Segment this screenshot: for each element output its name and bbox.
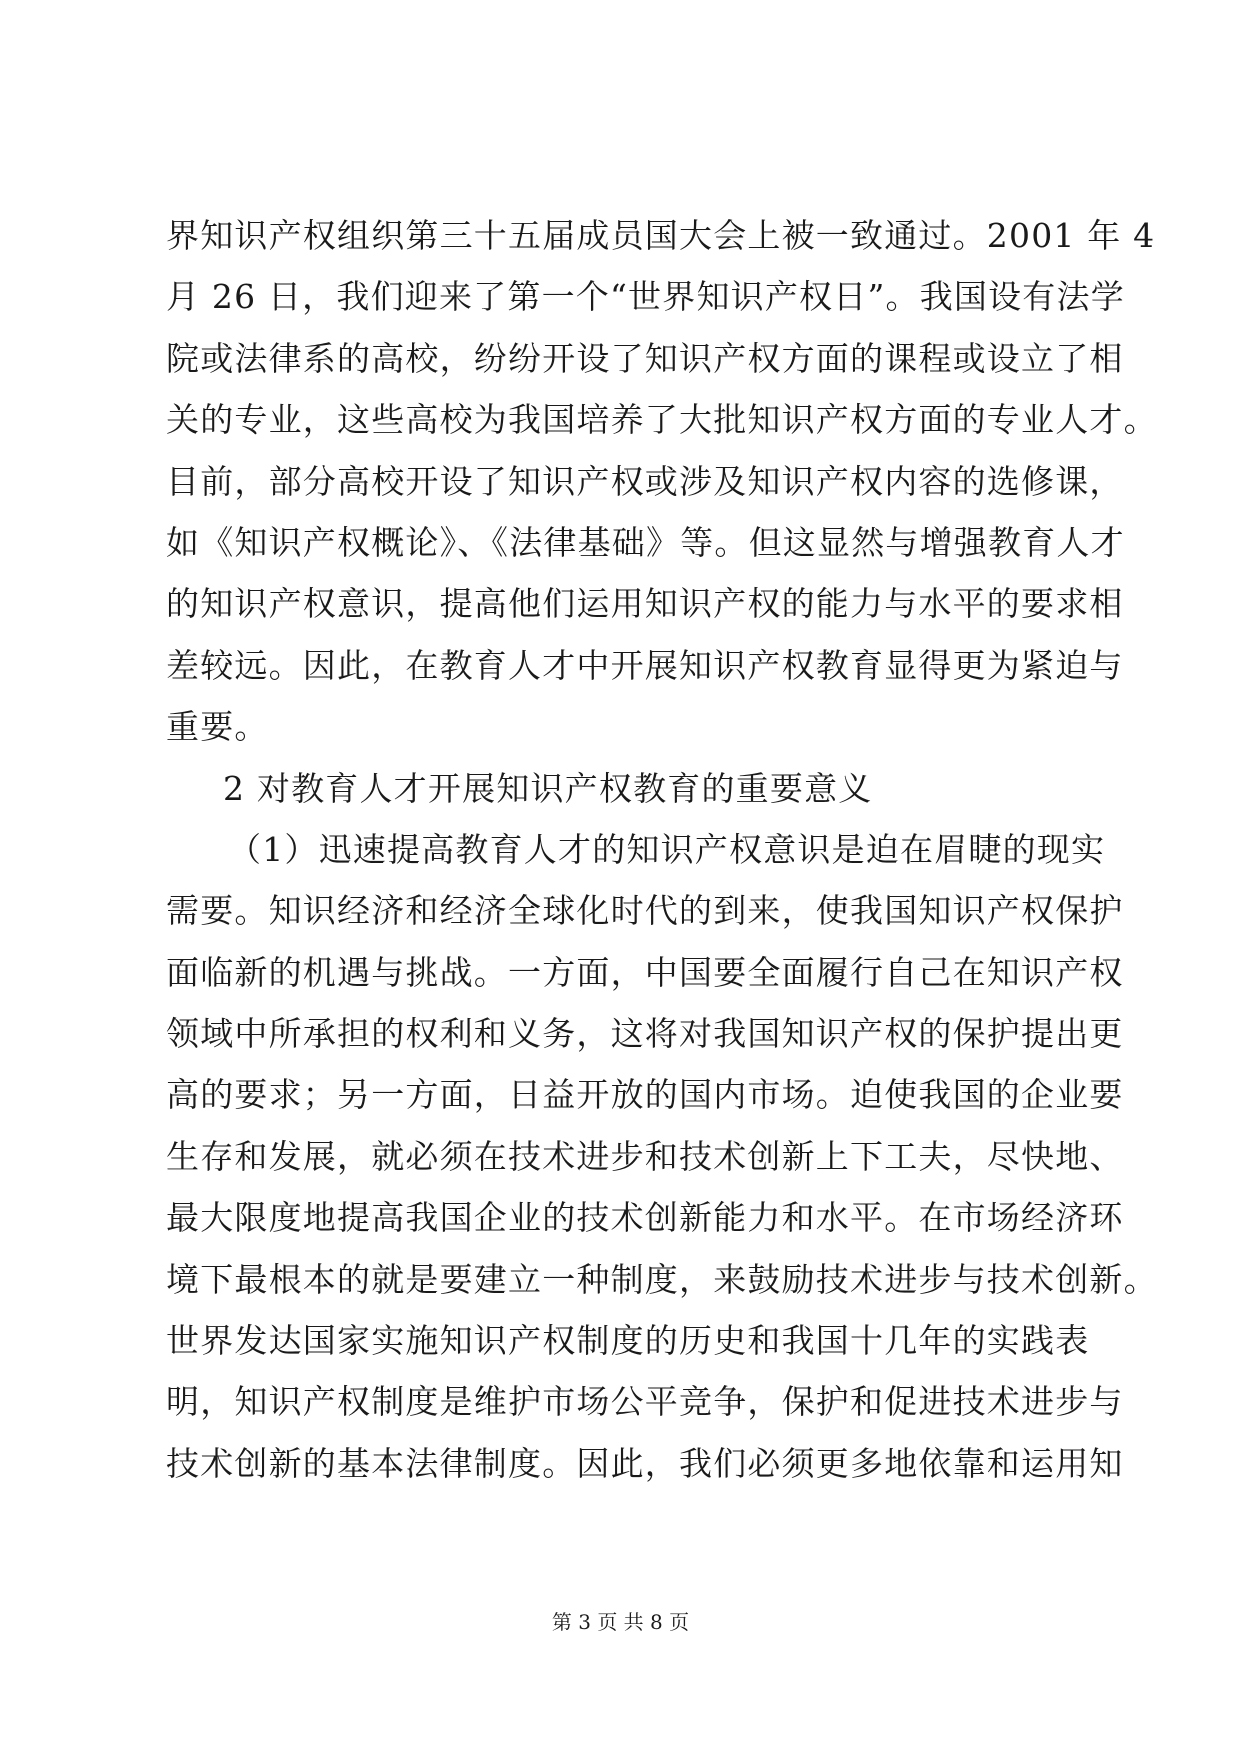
text-line: 面临新的机遇与挑战。一方面，中国要全面履行自己在知识产权	[166, 952, 1124, 992]
text-line: 世界发达国家实施知识产权制度的历史和我国十几年的实践表	[166, 1321, 1090, 1361]
text-line: 境下最根本的就是要建立一种制度，来鼓励技术进步与技术创新。	[166, 1259, 1158, 1299]
text-line: 目前，部分高校开设了知识产权或涉及知识产权内容的选修课，	[166, 461, 1124, 501]
section-heading: 2 对教育人才开展知识产权教育的重要意义	[223, 768, 873, 808]
paragraph-first-line: （1）迅速提高教育人才的知识产权意识是迫在眉睫的现实	[228, 829, 1106, 869]
text-line: 明，知识产权制度是维护市场公平竞争，保护和促进技术进步与	[166, 1382, 1124, 1422]
text-line: 关的专业，这些高校为我国培养了大批知识产权方面的专业人才。	[166, 400, 1158, 440]
text-line: 技术创新的基本法律制度。因此，我们必须更多地依靠和运用知	[166, 1443, 1124, 1483]
text-line: 的知识产权意识，提高他们运用知识产权的能力与水平的要求相	[166, 584, 1124, 624]
text-line: 月 26 日，我们迎来了第一个“世界知识产权日”。我国设有法学	[166, 277, 1125, 317]
text-line: 界知识产权组织第三十五届成员国大会上被一致通过。2001 年 4	[166, 216, 1156, 255]
text-line: 高的要求；另一方面，日益开放的国内市场。迫使我国的企业要	[166, 1075, 1124, 1115]
body-text	[166, 205, 1158, 1494]
text-line: 最大限度地提高我国企业的技术创新能力和水平。在市场经济环	[166, 1198, 1124, 1238]
text-line: 领域中所承担的权利和义务，这将对我国知识产权的保护提出更	[166, 1014, 1124, 1054]
text-line: 生存和发展，就必须在技术进步和技术创新上下工夫，尽快地、	[166, 1136, 1124, 1176]
text-line: 差较远。因此，在教育人才中开展知识产权教育显得更为紧迫与	[166, 645, 1124, 685]
text-line: 院或法律系的高校，纷纷开设了知识产权方面的课程或设立了相	[166, 338, 1124, 378]
text-line: 需要。知识经济和经济全球化时代的到来，使我国知识产权保护	[166, 891, 1124, 931]
page-footer: 第 3 页 共 8 页	[551, 1610, 690, 1634]
text-line: 重要。	[166, 707, 269, 747]
text-line: 如《知识产权概论》、《法律基础》等。但这显然与增强教育人才	[166, 522, 1125, 562]
